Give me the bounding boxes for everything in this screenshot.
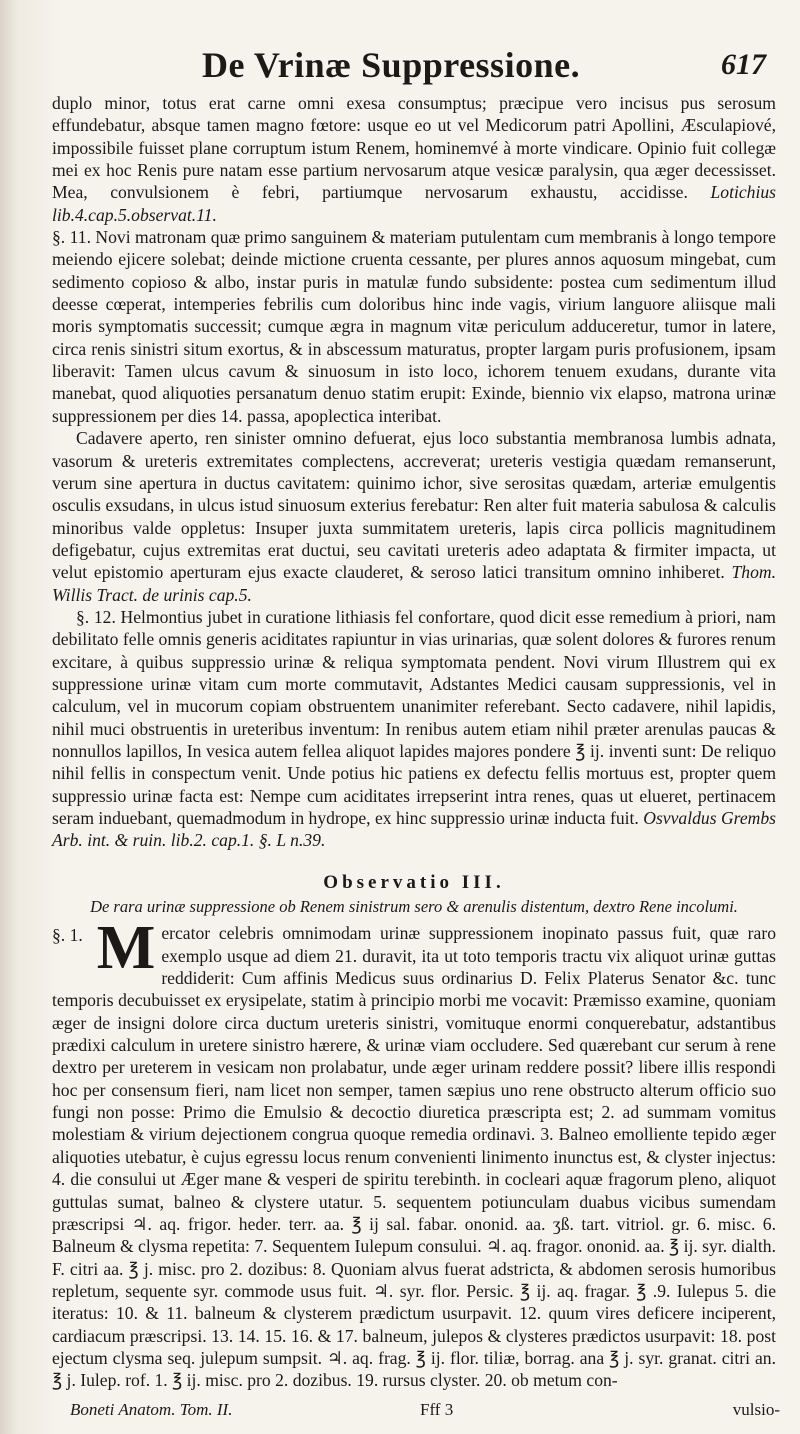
paragraph-text: duplo minor, totus erat carne omni exesa consumptus; præcipue vero incisus pus serosum effundebatur, absque tamen magno fœtore: usque eo ut vel Medicorum patri Apollini, Æsculapiové, impossibile fuisset plane corruptum istum Renem, hominemvé à morte vindicare. Opinio fuit collegæ mei ex hoc Renis pure natam esse partium nervosarum atque vesicæ paralysin, qua æger decessisset. Mea, convulsionem è febri, partiumque nervosarum exhaustu, accidisse.: [52, 93, 776, 203]
paragraph-text: §. 12. Helmontius jubet in curatione lithiasis fel confortare, quod dicit esse remedium à priori, nam debilitato felle omnis generis aciditates rapiuntur in vias urinarias, quæ solent dolores & furores renum excitare, à quibus suppressio urinæ & reliqua symptomata pendent. Novi virum Illustrem qui ex suppressione urinæ vitam cum morte commutavit, Adstantes Medici causam suppressionis, vel in calculum, vel in mucorum copiam obstruentem unanimiter referebant. Secto cadavere, nihil lapidis, nihil muci obstruentis in ureteribus inventum: In renibus autem etiam nihil præter arenulas paucas & nonnullos lapillos, In vesica autem fellea aliquot lapides majores pondere ℥ ij. inventi sunt: De reliquo nihil fellis in conspectum venit. Unde potius hic patiens ex defectu fellis mortuus est, propter quem suppressio urinæ facta est: Nempe cum aciditates irrepserint intra renes, quas ut elueret, pertinacem seram induebant, quemadmodum in hydrope, ex hinc suppressio urinæ inducta fuit.: [52, 606, 776, 828]
observation-subtitle: De rara urinæ suppressione ob Renem sinistrum sero & arenulis distentum, dextro Rene incolumi.: [90, 897, 738, 917]
page-footer: [70, 1400, 780, 1424]
observation-title: Observatio III.: [323, 871, 505, 893]
paragraph-text: §. 11. Novi matronam quæ primo sanguinem & materiam putulentam cum membranis à longo tempore meiendo ejicere solebat; deinde mictione cruenta cessante, per plures annos aquosum mingebat, cum sedimento copioso & albo, instar puris in matulæ fundo subsidente: postea cum sedimentum illud deesse cœperat, intemperies febrilis cum doloribus hinc inde vagis, virium languore aliisque mali moris symptomatis successit; cumque ægra in magnum vitæ periculum adduceretur, tumor in latere, circa renis sinistri situm exortus, & in abscessum maturatus, propter largam puris profusionem, ipsam liberavit: Tamen ulcus cavum & sinuosum in isto loco, ichorem tenuem exudans, durante vita manebat, quod aliquoties persanatum denuo statim erupit: Exinde, biennio vix elapso, matrona urinæ suppressionem per dies 14. passa, apoplectica interibat.: [52, 227, 776, 426]
section-label: §. 1.: [52, 925, 83, 946]
paragraph-section-1: [52, 914, 776, 1391]
page-header: [52, 44, 776, 92]
catchword: vulsio-: [732, 1400, 780, 1419]
page-number: 617: [721, 48, 766, 81]
citation: Osvvaldus Grembs Arb. int. & ruin. lib.2. cap.1. §. L n.39.: [52, 808, 777, 851]
paragraph-section-12: [52, 606, 776, 852]
drop-cap: M: [96, 914, 156, 983]
citation: Thom. Willis Tract. de urinis cap.5.: [52, 562, 776, 605]
paragraph-section-11: [52, 226, 776, 427]
body-text: [52, 92, 776, 1392]
running-head: De Vrinæ Suppressione.: [202, 45, 581, 85]
paragraph-section-11-cont: [52, 427, 776, 606]
paragraph-continued: [52, 92, 776, 226]
signature-mark: Fff 3: [420, 1400, 454, 1419]
paragraph-text: ercator celebris omnimodam urinæ suppressionem inopinato passus fuit, quæ raro exemplo usque ad diem 21. duravit, ita ut toto temporis tractu vix aliquot urinæ guttas reddiderit: Cum affinis Medicus suus ordinarius D. Felix Platerus Senator &c. tunc temporis decubuisset ex erysipelate, statim à principio morbi me vocavit: Præmisso examine, quoniam æger de insigni dolore circa ductum ureteris sinistri, vomituque enormi conquerebatur, adstantibus prædixi calculum in uretere sinistro hærere, & urinæ viam occludere. Sed quærebant cur serum à rene dextro per ureterem in vesicam non prolabatur, unde æger urinam reddere possit? libere illis respondi hoc per consensum fieri, nam licet non semper, tamen sæpius uno rene obstructo alterum officio suo fungi non posse: Primo die Emulsio & decoctio diuretica præscripta est; 2. ad summam vomitus molestiam & virium dejectionem congrua quoque remedia ordinavi. 3. Balneo emolliente tepido æger aliquoties utebatur, è cujus egressu locus renum convenienti linimento inunctus est, & clyster injectus: 4. die consului ut Æger mane & vesperi de spiritu terebinth. in cocleari aquæ fragorum pleno, aliquot guttulas sumat, balneo & clystere utatur. 5. sequentem potiunculam duabus vicibus sumendam præscripsi ♃. aq. frigor. heder. terr. aa. ℥ ij sal. fabar. ononid. aa. ʒß. tart. vitriol. gr. 6. misc. 6. Balneum & clysma repetita: 7. Sequentem Iulepum consului. ♃. aq. fragor. ononid. aa. ℥ ij. syr. dialth. F. citri aa. ℥ j. misc. pro 2. dozibus: 8. Quoniam alvus fuerat adstricta, & abdomen serosis humoribus repletum, sequente syr. commode usus fuit. ♃. syr. flor. Persic. ℥ ij. aq. fragar. ℥ .9. Iulepus 5. die iteratus: 10. & 11. balneum & clysterem prædictum usurpavit. 12. quum vires deficere inciperent, cardiacum præscripsi. 13. 14. 15. 16. & 17. balneum, julepos & clysteres prædictos usurpavit: 18. post ejectum clysma seq. julepum sumpsit. ♃. aq. frag. ℥ ij. flor. tiliæ, borrag. ana ℥ j. syr. granat. citri an. ℥ j. Iulep. rof. 1. ℥ ij. misc. pro 2. dozibus. 19. rursus clyster. 20. ob metum con-: [52, 923, 776, 1391]
paragraph-text: Cadavere aperto, ren sinister omnino defuerat, ejus loco substantia membranosa lumbis adnata, vasorum & ureteris extremitates complectens, accreverat; ureteris vestigia quædam remanserunt, verum sine apertura in ductus cavitatem: quinimo ichor, sive serositas quædam, arteriæ emulgentis osculis exsudans, in ulcus istud sinuosum exterius ferebatur: Ren alter fuit materia sabulosa & calculis minoribus valde oppletus: Insuper juxta summitatem ureteris, lapis circa pollicis magnitudinem defigebatur, cujus extremitas erat ductui, seu cavitati ureteris adeo adaptata & firmiter impacta, ut velut epistomio aperturam ejus exacte clauderet, & seroso latici transitum omnino inhiberet.: [52, 428, 776, 583]
citation: Lotichius lib.4.cap.5.observat.11.: [52, 182, 776, 225]
footer-title: Boneti Anatom. Tom. II.: [70, 1400, 233, 1419]
